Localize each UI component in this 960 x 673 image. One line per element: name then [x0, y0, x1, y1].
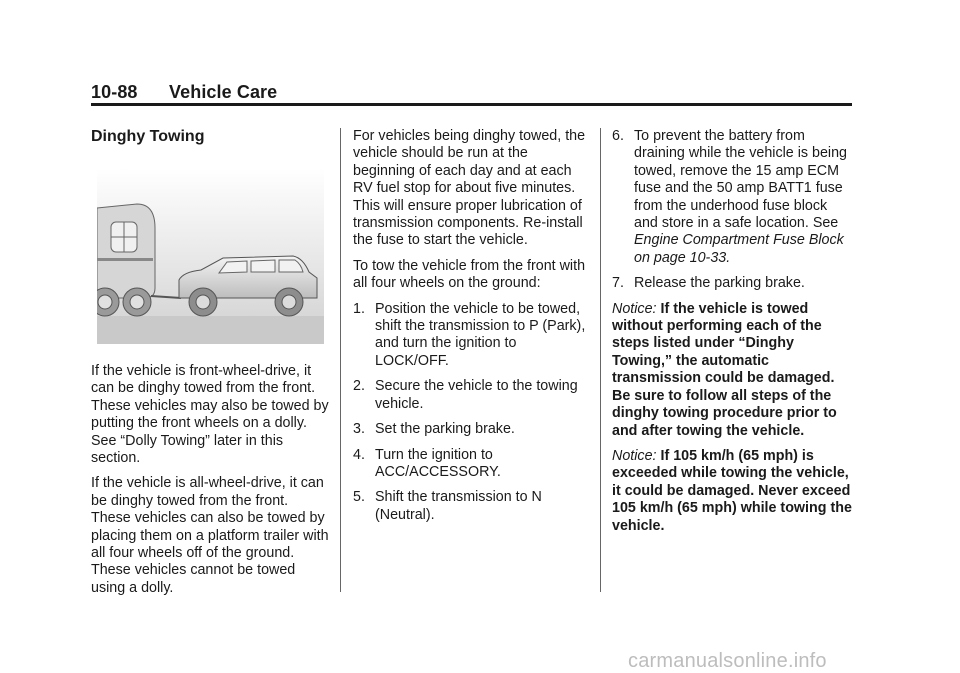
step-number: 2. [353, 378, 365, 395]
step-text [634, 128, 852, 267]
paragraph: To tow the vehicle from the front with all four wheels on the ground: [353, 257, 586, 292]
step-body: To prevent the battery from draining while the vehicle is being towed, remove the 15 amp ECM fuse and the 50 amp BATT1 fuse from the underhood fuse block and store in a safe location. See [634, 128, 847, 232]
notice [612, 301, 852, 440]
step-text: Secure the vehicle to the towing vehicle. [375, 378, 578, 412]
list-item [612, 128, 852, 267]
step-number: 3. [353, 421, 365, 438]
step-text: Turn the ignition to ACC/ACCESSORY. [375, 446, 501, 480]
column-1 [91, 128, 327, 153]
column-divider [340, 128, 341, 592]
step-number: 6. [612, 128, 624, 144]
column-1-body [91, 363, 331, 605]
step-number: 4. [353, 446, 365, 463]
notice-text: If 105 km/h (65 mph) is exceeded while towing the vehicle, it could be damaged. Never exceed 105 km/h (65 mph) while towing the vehicle. [612, 447, 852, 534]
watermark: carmanualsonline.info [628, 650, 827, 672]
notice-label: Notice: [612, 447, 657, 464]
step-text: Shift the transmission to N (Neutral). [375, 489, 542, 523]
step-text: Position the vehicle to be towed, shift the transmission to P (Park), and turn the ignition to LOCK/OFF. [375, 300, 586, 369]
column-divider [600, 128, 601, 592]
page-number: 10-88 [91, 82, 138, 102]
notice-label: Notice: [612, 300, 657, 317]
list-item [353, 421, 593, 438]
step-text: Set the parking brake. [375, 421, 515, 438]
page-header [91, 82, 277, 103]
chapter-title: Vehicle Care [169, 82, 278, 102]
notice [612, 448, 852, 535]
step-text: Release the parking brake. [634, 275, 805, 292]
header-rule [91, 103, 852, 106]
paragraph: If the vehicle is all-wheel-drive, it can be dinghy towed from the front. These vehicles can also be towed by placing them on a platform trailer with all four wheels off of the ground. These vehicles cannot be towed using a dolly. [91, 475, 329, 596]
list-item [353, 378, 593, 413]
notice-text: If the vehicle is towed without performing each of the steps listed under “Dinghy Towing,” the automatic transmission could be damaged. Be sure to follow all steps of the dinghy towing procedure prior to and after towing the vehicle. [612, 300, 837, 439]
column-3 [612, 128, 852, 543]
section-title: Dinghy Towing [91, 128, 205, 145]
column-2 [353, 128, 593, 532]
list-item [353, 489, 593, 524]
list-item [353, 447, 593, 482]
paragraph: For vehicles being dinghy towed, the vehicle should be run at the beginning of each day and at each RV fuel stop for about five minutes. This will ensure proper lubrication of transmission components. Re-install the fuse to start the vehicle. [353, 128, 586, 249]
cross-reference-link[interactable]: Engine Compartment Fuse Block on page 10-33. [634, 232, 844, 266]
step-number: 7. [612, 275, 624, 292]
step-number: 5. [353, 489, 365, 506]
step-number: 1. [353, 300, 365, 317]
dinghy-towing-illustration [97, 168, 324, 344]
paragraph: If the vehicle is front-wheel-drive, it can be dinghy towed from the front. These vehicles may also be towed by putting the front wheels on a dolly. See “Dolly Towing” later in this section. [91, 363, 329, 467]
list-item [353, 301, 593, 371]
list-item [612, 275, 852, 292]
